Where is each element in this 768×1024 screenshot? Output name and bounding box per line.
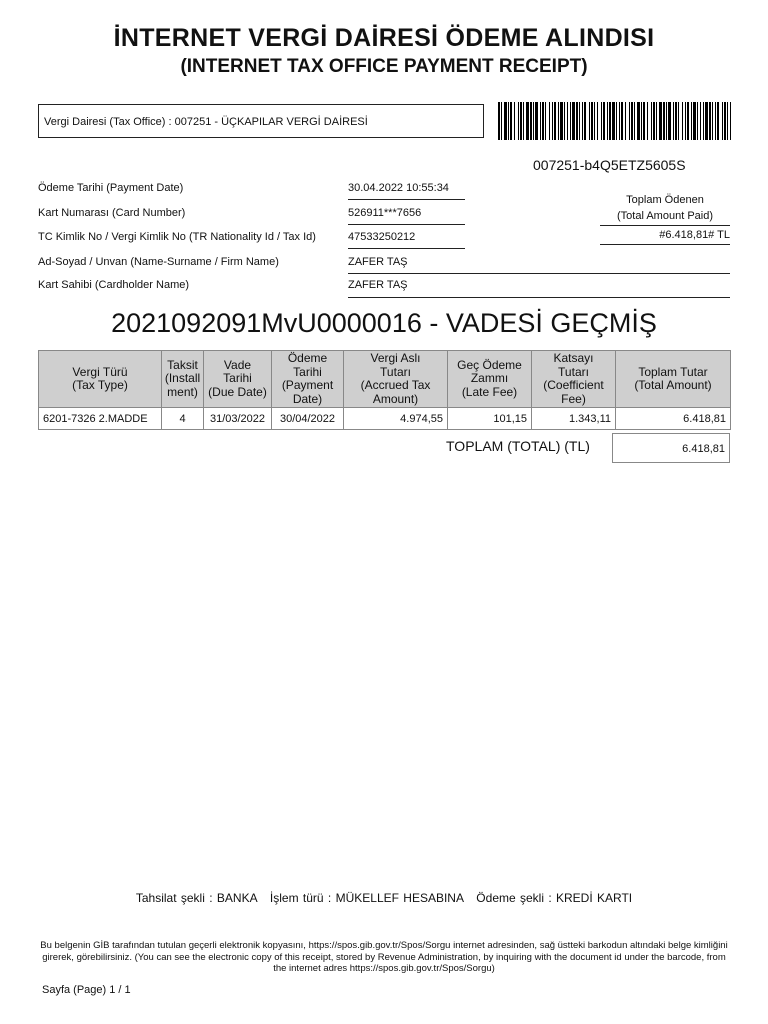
column-header: Ödeme Tarihi (Payment Date) [272,351,344,408]
divider [600,225,730,226]
barcode-icon [498,102,732,140]
card-number-label: Kart Numarası (Card Number) [38,207,186,219]
total-paid-label-tr: Toplam Ödenen [626,194,704,206]
tax-office-box: Vergi Dairesi (Tax Office) : 007251 - ÜÇKAPILAR VERGİ DAİRESİ [38,104,484,138]
accrued-amount-cell: 4.974,55 [344,408,448,430]
total-value: 6.418,81 [612,433,730,463]
payment-info: Tahsilat şekli : BANKA İşlem türü : MÜKELLEF HESABINA Ödeme şekli : KREDİ KARTI [135,891,633,905]
card-number-value: 526911***7656 [348,207,422,219]
column-header: Vergi Türü (Tax Type) [39,351,162,408]
column-header: Taksit (Install ment) [162,351,204,408]
receipt-title: İNTERNET VERGİ DAİRESİ ÖDEME ALINDISI [113,24,655,52]
divider [348,297,730,298]
divider [348,273,730,274]
payment-date-cell: 30/04/2022 [272,408,344,430]
column-header: Vade Tarihi (Due Date) [204,351,272,408]
total-paid-value: #6.418,81# TL [659,229,730,241]
total-amount-cell: 6.418,81 [616,408,731,430]
total-paid-label-en: (Total Amount Paid) [617,210,713,222]
table-row [39,408,731,430]
coefficient-fee-cell: 1.343,11 [532,408,616,430]
name-label: Ad-Soyad / Unvan (Name-Surname / Firm Name) [38,256,279,268]
receipt-subtitle: (INTERNET TAX OFFICE PAYMENT RECEIPT) [180,56,588,77]
reference-heading: 2021092091MvU0000016 - VADESİ GEÇMİŞ [111,308,657,338]
divider [600,244,730,245]
installment-cell: 4 [162,408,204,430]
total-label: TOPLAM (TOTAL) (TL) [446,438,590,454]
divider [348,199,465,200]
payment-date-label: Ödeme Tarihi (Payment Date) [38,182,184,194]
divider [348,224,465,225]
document-id: 007251-b4Q5ETZ5605S [533,157,686,173]
late-fee-cell: 101,15 [448,408,532,430]
column-header: Katsayı Tutarı (Coefficient Fee) [532,351,616,408]
table-header-row [39,351,731,408]
divider [348,248,465,249]
tax-id-label: TC Kimlik No / Vergi Kimlik No (TR Nationality Id / Tax Id) [38,231,316,243]
column-header: Geç Ödeme Zammı (Late Fee) [448,351,532,408]
tax-id-value: 47533250212 [348,231,416,243]
tax-table [38,350,731,430]
due-date-cell: 31/03/2022 [204,408,272,430]
footer-note: Bu belgenin GİB tarafından tutulan geçerli elektronik kopyasını, https://spos.gib.gov.tr/Spos/Sorgu internet adresinden, sağ üstteki barkodun altındaki belge kimliğini girerek, görebilirsiniz. (You can see the electronic copy of this receipt, stored by Revenue Administration, by inquiring with the document id under the barcode, from the internet adres https://spos.gib.gov.tr/Spos/Sorgu) [40,940,728,974]
page-number: Sayfa (Page) 1 / 1 [42,984,131,996]
name-value: ZAFER TAŞ [348,256,408,268]
column-header: Toplam Tutar (Total Amount) [616,351,731,408]
column-header: Vergi Aslı Tutarı (Accrued Tax Amount) [344,351,448,408]
cardholder-label: Kart Sahibi (Cardholder Name) [38,279,190,291]
cardholder-value: ZAFER TAŞ [348,279,408,291]
payment-date-value: 30.04.2022 10:55:34 [348,182,449,194]
tax-type-cell: 6201-7326 2.MADDE [39,408,162,430]
